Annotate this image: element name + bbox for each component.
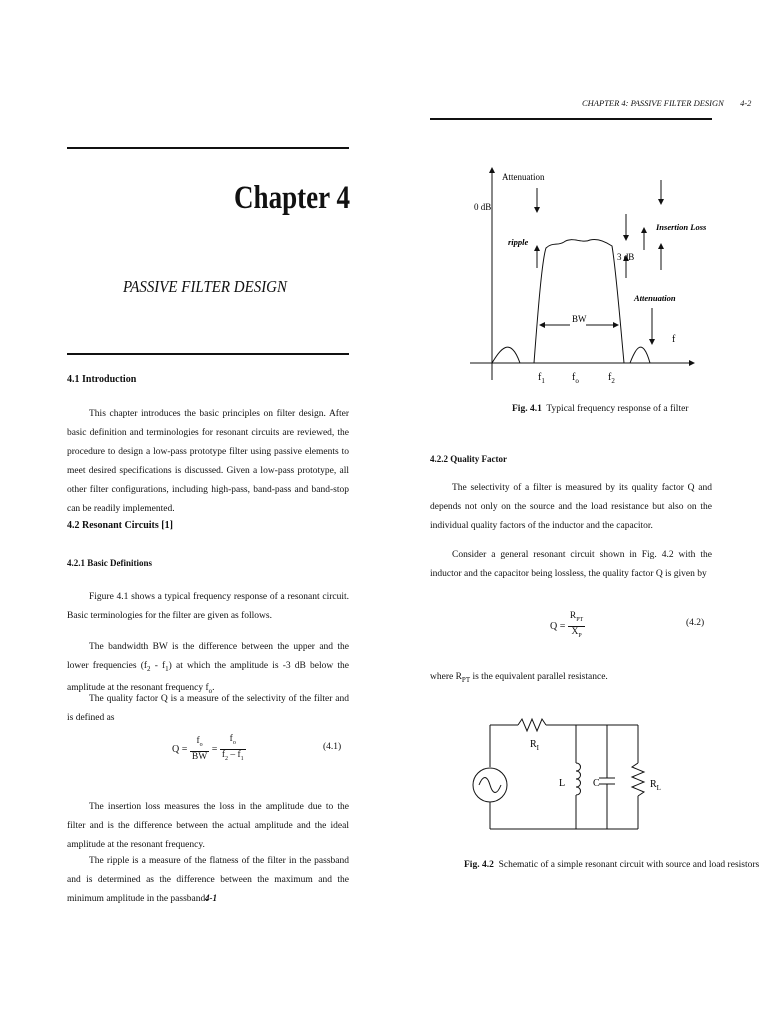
label-3db: 3 dB: [617, 252, 635, 262]
label-f-axis: f: [672, 334, 676, 345]
resistor-ri: [518, 719, 546, 731]
paragraph-where-rpt: where $R_{PT}$ is the equivalent parallel resistance.: [430, 672, 608, 684]
paragraph-figure-4-1: Figure 4.1 shows a typical frequency response of a resonant circuit. Basic terminologies for the filter are given as follows.: [67, 592, 349, 621]
subsection-heading-basic-definitions: 4.2.1 Basic Definitions: [67, 558, 153, 568]
label-c: C: [593, 778, 600, 789]
running-header: [582, 98, 751, 108]
figure-4-1-frequency-response: [430, 160, 720, 392]
subsection-heading-quality-factor: 4.2.2 Quality Factor: [430, 454, 507, 464]
label-attenuation: Attenuation: [634, 293, 676, 303]
paragraph-ripple: The ripple is a measure of the flatness of the filter in the passband and is determined as the difference between the maximum and the minimum amplitude in the passband.: [67, 856, 349, 904]
label-f1: $f_1$: [538, 372, 545, 385]
label-rl: $R_L$: [650, 779, 661, 792]
chapter-subtitle: PASSIVE FILTER DESIGN: [123, 277, 287, 296]
label-ri: $R_I$: [530, 739, 540, 752]
label-bw: BW: [572, 314, 587, 324]
figure-4-1-caption: Fig. 4.1 Typical frequency response of a filter: [512, 404, 689, 414]
section-heading-introduction: 4.1 Introduction: [67, 374, 137, 385]
chapter-bottom-rule: [67, 353, 349, 355]
equation-4-1-number: (4.1): [323, 742, 342, 752]
paragraph-bandwidth: The bandwidth BW is the difference between the upper and the lower frequencies $(f_2 - f_1)$ at which the amplitude is -3 dB below the amplitude at the resonant frequency $f_o$.: [67, 642, 349, 695]
header-page-number: 4-2: [740, 98, 752, 108]
chapter-top-rule: [67, 147, 349, 149]
paragraph-selectivity: The selectivity of a filter is measured by its quality factor Q and depends not only on the source and the load resistance but also on the individual quality factors of the inductor and the capacitor.: [430, 483, 712, 531]
header-rule: [430, 118, 712, 120]
label-f2: $f_2$: [608, 372, 615, 385]
label-l: L: [559, 778, 566, 789]
figure-4-2-caption: Fig. 4.2 Schematic of a simple resonant circuit with source and load resistors: [464, 860, 760, 870]
resistor-rl: [632, 763, 644, 796]
label-insertion-loss: Insertion Loss: [656, 222, 707, 232]
paragraph-insertion-loss: The insertion loss measures the loss in the amplitude due to the filter and is the difference between the actual amplitude and the ideal amplitude at the resonant frequency.: [67, 802, 349, 850]
equation-4-1: Q = $\frac{f_o}{BW}$ = $\frac{f_o}{f_2 - f_1}$: [172, 734, 244, 762]
inductor-l: [576, 763, 581, 795]
paragraph-consider: Consider a general resonant circuit shown in Fig. 4.2 with the inductor and the capacitor being lossless, the quality factor Q is given by: [430, 550, 712, 579]
label-0db: 0 dB: [474, 202, 492, 212]
running-title: CHAPTER 4: PASSIVE FILTER DESIGN: [582, 98, 724, 108]
chapter-title: Chapter 4: [233, 180, 350, 216]
equation-4-2: Q = $\frac{R_{PT}}{X_P}$: [550, 611, 584, 639]
label-ripple: ripple: [508, 237, 529, 247]
paragraph-quality-factor: The quality factor Q is a measure of the selectivity of the filter and is defined as: [67, 694, 349, 723]
figure-4-2-resonant-circuit: [470, 705, 670, 845]
label-y-attenuation: Attenuation: [502, 172, 545, 182]
label-f0: $f_o$: [572, 372, 579, 385]
equation-4-2-number: (4.2): [686, 618, 705, 628]
footer-page-number: 4-1: [205, 893, 217, 903]
section-heading-resonant-circuits: 4.2 Resonant Circuits [1]: [67, 520, 173, 531]
intro-paragraph: This chapter introduces the basic principles on filter design. After basic definition and terminologies for resonant circuits are reviewed, the procedure to design a low-pass prototype filter using passive elements to meet desired specifications is discussed. Given a low-pass prototype, all other filter configurations, including high-pass, band-pass and band-stop can be readily implemented.: [67, 409, 349, 514]
